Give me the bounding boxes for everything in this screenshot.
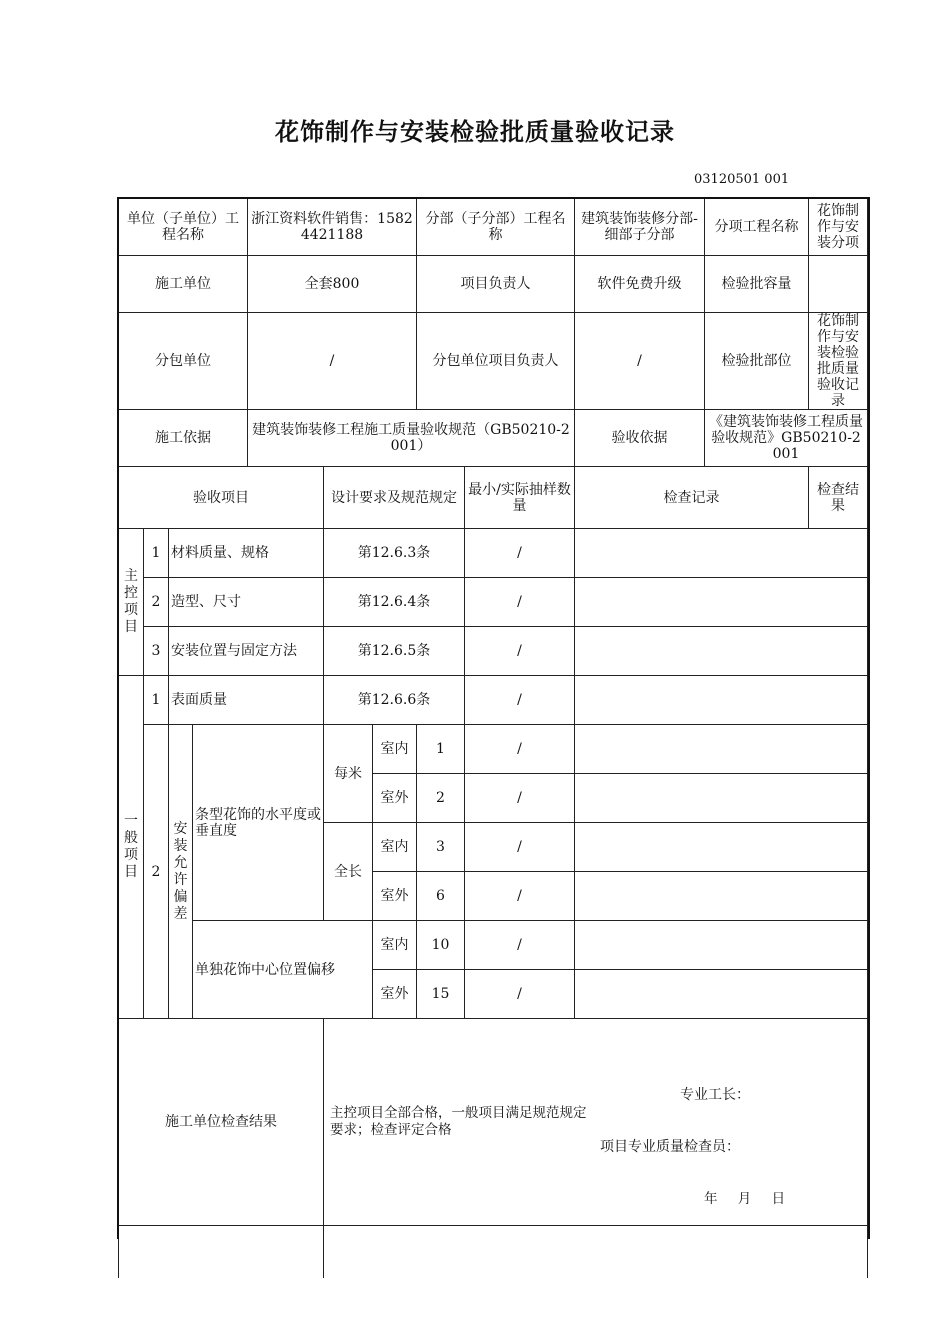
item-sample: / [465, 725, 575, 774]
header-row-2 [119, 256, 868, 313]
general-group-label: 一般项目 [119, 676, 144, 1019]
deviation-value: 10 [417, 921, 465, 970]
header-row-4 [119, 410, 868, 467]
item-no: 2 [144, 725, 169, 1019]
item-record [575, 774, 868, 823]
item-name: 表面质量 [169, 676, 324, 725]
deviation-value: 2 [417, 774, 465, 823]
strip-decoration-name: 条型花饰的水平度或垂直度 [193, 725, 324, 921]
item-record [575, 676, 868, 725]
page-title: 花饰制作与安装检验批质量验收记录 [275, 117, 675, 146]
basis-label: 施工依据 [119, 410, 248, 467]
item-sample: / [465, 774, 575, 823]
item-sample: / [465, 970, 575, 1019]
check-result-content [324, 1019, 868, 1226]
table-row [119, 627, 868, 676]
subitem-label: 分项工程名称 [705, 199, 809, 256]
check-result-row [119, 1019, 868, 1226]
item-requirement: 第12.6.4条 [324, 578, 465, 627]
col-result: 检查结果 [809, 467, 868, 529]
item-no: 2 [144, 578, 169, 627]
check-result-text: 主控项目全部合格，一般项目满足规范规定要求；检查评定合格 [330, 1105, 587, 1138]
item-name: 材料质量、规格 [169, 529, 324, 578]
part-value: 花饰制作与安装检验批质量验收记录 [809, 313, 868, 410]
contractor-value: 全套800 [248, 256, 417, 313]
subdivision-value: 建筑装饰装修分部-细部子分部 [575, 199, 705, 256]
table-row [119, 676, 868, 725]
place-label: 室外 [373, 774, 417, 823]
unit-label: 单位（子单位）工程名称 [119, 199, 248, 256]
item-sample: / [465, 627, 575, 676]
supervision-label-cell [119, 1226, 324, 1278]
table-row [119, 529, 868, 578]
item-sample: / [465, 676, 575, 725]
header-row-1 [119, 199, 868, 256]
supervision-content-cell [324, 1226, 868, 1278]
col-sample: 最小/实际抽样数量 [465, 467, 575, 529]
item-name: 造型、尺寸 [169, 578, 324, 627]
basis-value: 建筑装饰装修工程施工质量验收规范（GB50210-2001） [248, 410, 575, 467]
item-sample: / [465, 578, 575, 627]
place-label: 室外 [373, 872, 417, 921]
contractor-label: 施工单位 [119, 256, 248, 313]
item-record [575, 872, 868, 921]
acceptance-form [118, 198, 868, 1278]
item-no: 1 [144, 529, 169, 578]
item-sample: / [465, 921, 575, 970]
item-record [575, 627, 868, 676]
subdivision-label: 分部（子分部）工程名称 [417, 199, 575, 256]
item-requirement: 第12.6.3条 [324, 529, 465, 578]
table-row [119, 921, 868, 970]
place-label: 室内 [373, 725, 417, 774]
per-meter-label: 每米 [324, 725, 373, 823]
item-record [575, 823, 868, 872]
date-label: 年 月 日 [704, 1191, 787, 1207]
main-group-label: 主控项目 [119, 529, 144, 676]
sub-contractor-value: / [248, 313, 417, 410]
place-label: 室内 [373, 823, 417, 872]
pm-label: 项目负责人 [417, 256, 575, 313]
document-code: 03120501 001 [694, 172, 790, 187]
pm-value: 软件免费升级 [575, 256, 705, 313]
sub-contractor-label: 分包单位 [119, 313, 248, 410]
item-requirement: 第12.6.6条 [324, 676, 465, 725]
deviation-value: 3 [417, 823, 465, 872]
place-label: 室外 [373, 970, 417, 1019]
column-header-row [119, 467, 868, 529]
single-decoration-name: 单独花饰中心位置偏移 [193, 921, 373, 1019]
deviation-group-label: 安装允许偏差 [169, 725, 193, 1019]
item-sample: / [465, 872, 575, 921]
item-record [575, 970, 868, 1019]
accept-label: 验收依据 [575, 410, 705, 467]
inspector-label: 项目专业质量检查员： [600, 1139, 740, 1155]
item-record [575, 921, 868, 970]
item-sample: / [465, 823, 575, 872]
check-result-label: 施工单位检查结果 [119, 1019, 324, 1226]
capacity-label: 检验批容量 [705, 256, 809, 313]
accept-value: 《建筑装饰装修工程质量验收规范》GB50210-2001 [705, 410, 868, 467]
deviation-value: 15 [417, 970, 465, 1019]
col-record: 检查记录 [575, 467, 809, 529]
item-no: 1 [144, 676, 169, 725]
place-label: 室内 [373, 921, 417, 970]
sub-pm-value: / [575, 313, 705, 410]
capacity-value [809, 256, 868, 313]
foreman-label: 专业工长： [680, 1087, 750, 1103]
item-no: 3 [144, 627, 169, 676]
full-length-label: 全长 [324, 823, 373, 921]
item-record [575, 529, 868, 578]
subitem-value: 花饰制作与安装分项 [809, 199, 868, 256]
table-row [119, 578, 868, 627]
supervision-row [119, 1226, 868, 1278]
unit-value: 浙江资料软件销售：15824421188 [248, 199, 417, 256]
table-row [119, 725, 868, 774]
item-name: 安装位置与固定方法 [169, 627, 324, 676]
part-label: 检验批部位 [705, 313, 809, 410]
col-requirement: 设计要求及规范规定 [324, 467, 465, 529]
item-record [575, 725, 868, 774]
col-item: 验收项目 [119, 467, 324, 529]
item-record [575, 578, 868, 627]
sub-pm-label: 分包单位项目负责人 [417, 313, 575, 410]
item-requirement: 第12.6.5条 [324, 627, 465, 676]
deviation-value: 6 [417, 872, 465, 921]
item-sample: / [465, 529, 575, 578]
deviation-value: 1 [417, 725, 465, 774]
header-row-3 [119, 313, 868, 410]
